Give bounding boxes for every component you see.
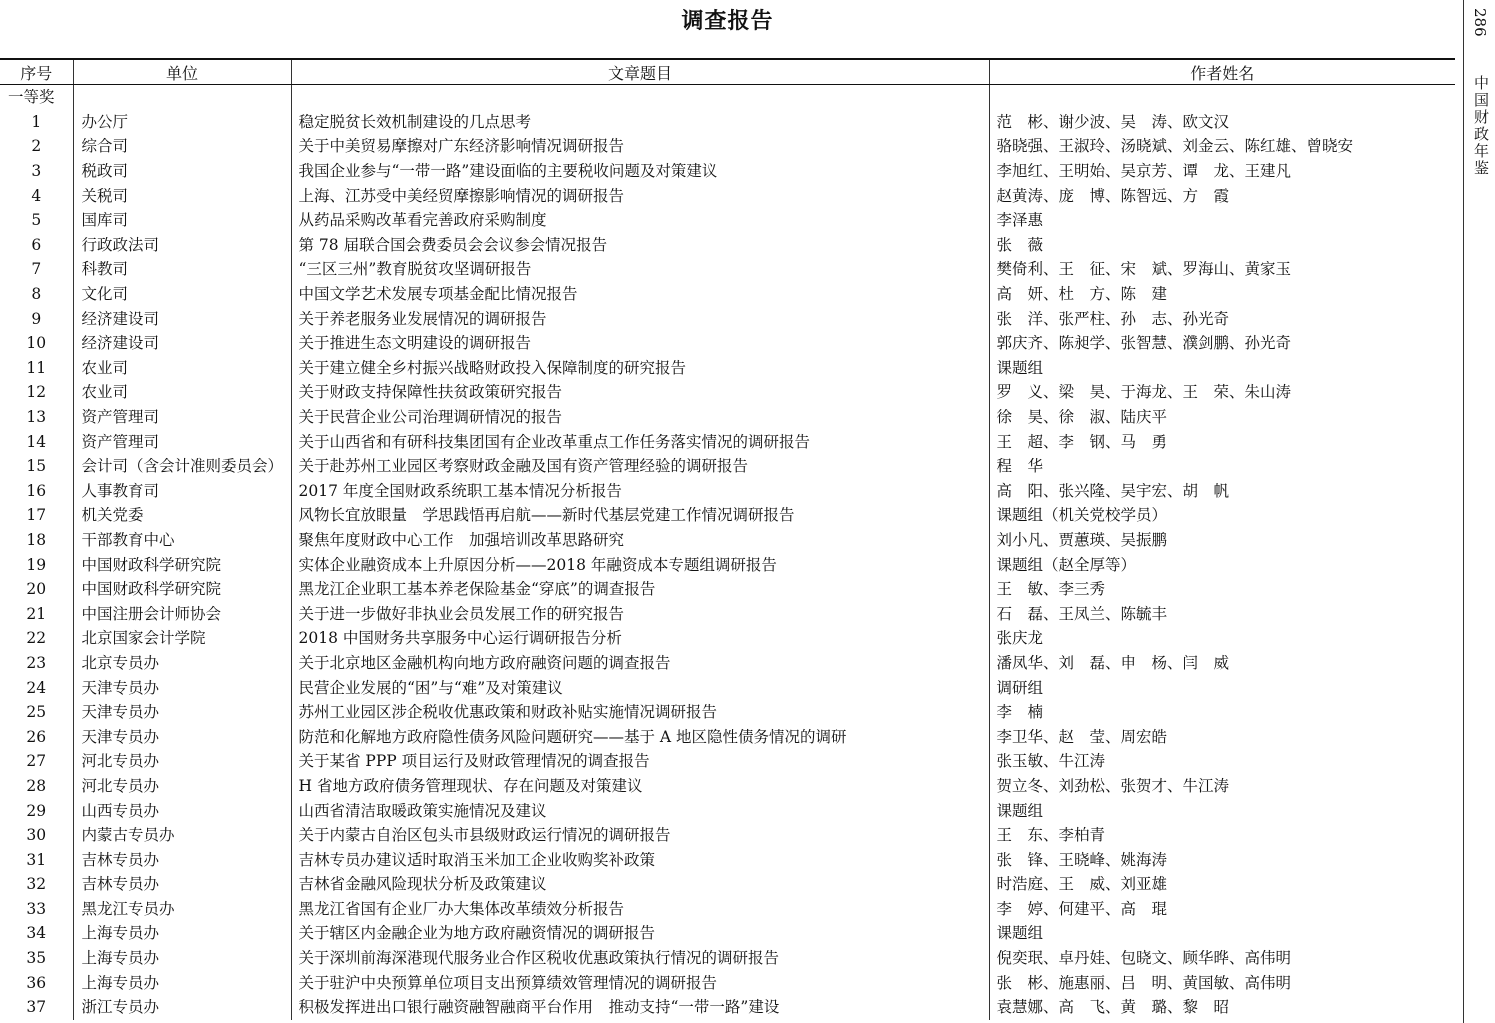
row-unit: 黑龙江专员办 [73, 897, 291, 922]
row-title: 稳定脱贫长效机制建设的几点思考 [291, 110, 989, 135]
row-number: 35 [26, 949, 47, 968]
table-row [0, 405, 1455, 430]
row-number: 20 [26, 580, 47, 599]
row-unit: 农业司 [73, 356, 291, 381]
prize-label: 一等奖 [8, 88, 55, 107]
table-row [0, 380, 1455, 405]
row-authors: 张 彬、施惠丽、吕 明、黄国敏、高伟明 [989, 970, 1455, 995]
row-unit: 山西专员办 [73, 798, 291, 823]
table-row [0, 601, 1455, 626]
row-authors: 课题组 [989, 921, 1455, 946]
row-title: 关于建立健全乡村振兴战略财政投入保障制度的研究报告 [291, 356, 989, 381]
row-title: 民营企业发展的“困”与“难”及对策建议 [291, 675, 989, 700]
row-unit: 北京专员办 [73, 651, 291, 676]
row-unit: 内蒙古专员办 [73, 823, 291, 848]
table-row [0, 331, 1455, 356]
row-number: 23 [26, 653, 47, 672]
table-row [0, 110, 1455, 135]
table-row [0, 528, 1455, 553]
table-row [0, 306, 1455, 331]
row-title: 2018 中国财务共享服务中心运行调研报告分析 [291, 626, 989, 651]
row-unit: 中国财政科学研究院 [73, 552, 291, 577]
row-authors: 李泽惠 [989, 208, 1455, 233]
prize-row [0, 85, 1455, 110]
table-row [0, 823, 1455, 848]
row-title: 关于养老服务业发展情况的调研报告 [291, 306, 989, 331]
row-title: H 省地方政府债务管理现状、存在问题及对策建议 [291, 774, 989, 799]
row-authors: 调研组 [989, 675, 1455, 700]
row-unit: 河北专员办 [73, 749, 291, 774]
row-unit: 国库司 [73, 208, 291, 233]
table-row [0, 897, 1455, 922]
row-number: 4 [31, 186, 42, 205]
row-unit: 会计司（含会计准则委员会） [73, 454, 291, 479]
row-number: 8 [31, 285, 42, 304]
table-row [0, 798, 1455, 823]
table-row [0, 724, 1455, 749]
row-title: 关于辖区内金融企业为地方政府融资情况的调研报告 [291, 921, 989, 946]
row-authors: 倪奕珉、卓丹娃、包晓文、顾华晔、高伟明 [989, 946, 1455, 971]
row-title: 吉林省金融风险现状分析及政策建议 [291, 872, 989, 897]
table-row [0, 749, 1455, 774]
row-number: 21 [26, 604, 47, 623]
row-number: 32 [26, 875, 47, 894]
row-title: 我国企业参与“一带一路”建设面临的主要税收问题及对策建议 [291, 159, 989, 184]
table-row [0, 552, 1455, 577]
table-row [0, 700, 1455, 725]
row-number: 3 [31, 162, 42, 181]
row-number: 2 [31, 137, 42, 156]
row-title: 实体企业融资成本上升原因分析——2018 年融资成本专题组调研报告 [291, 552, 989, 577]
row-number: 15 [26, 457, 47, 476]
table-row [0, 626, 1455, 651]
row-title: 风物长宜放眼量 学思践悟再启航——新时代基层党建工作情况调研报告 [291, 503, 989, 528]
row-unit: 北京国家会计学院 [73, 626, 291, 651]
row-authors: 罗 义、梁 昊、于海龙、王 荣、朱山涛 [989, 380, 1455, 405]
table-row [0, 946, 1455, 971]
row-authors: 刘小凡、贾蕙瑛、吴振鹏 [989, 528, 1455, 553]
row-authors: 高 阳、张兴隆、吴宇宏、胡 帆 [989, 479, 1455, 504]
row-unit: 行政政法司 [73, 233, 291, 258]
row-authors: 王 敏、李三秀 [989, 577, 1455, 602]
row-authors: 樊倚利、王 征、宋 斌、罗海山、黄家玉 [989, 257, 1455, 282]
row-authors: 李 楠 [989, 700, 1455, 725]
journal-name: 中国财政年鉴 [1472, 75, 1490, 177]
row-number: 6 [31, 235, 42, 254]
row-title: 第 78 届联合国会费委员会会议参会情况报告 [291, 233, 989, 258]
table-row [0, 282, 1455, 307]
table-row [0, 183, 1455, 208]
table-row [0, 356, 1455, 381]
header-unit: 单位 [73, 60, 291, 85]
row-unit: 天津专员办 [73, 724, 291, 749]
report-table [0, 60, 1455, 1020]
row-unit: 文化司 [73, 282, 291, 307]
row-unit: 资产管理司 [73, 429, 291, 454]
row-title: 关于民营企业公司治理调研情况的报告 [291, 405, 989, 430]
row-authors: 张 薇 [989, 233, 1455, 258]
row-authors: 程 华 [989, 454, 1455, 479]
row-title: 关于深圳前海深港现代服务业合作区税收优惠政策执行情况的调研报告 [291, 946, 989, 971]
row-number: 30 [26, 826, 47, 845]
table-row [0, 159, 1455, 184]
row-authors: 王 超、李 钢、马 勇 [989, 429, 1455, 454]
table-row [0, 921, 1455, 946]
row-unit: 经济建设司 [73, 331, 291, 356]
table-row [0, 847, 1455, 872]
row-unit: 资产管理司 [73, 405, 291, 430]
row-title: 关于中美贸易摩擦对广东经济影响情况调研报告 [291, 134, 989, 159]
row-title: 中国文学艺术发展专项基金配比情况报告 [291, 282, 989, 307]
running-head [1464, 0, 1495, 1023]
row-number: 10 [26, 334, 47, 353]
row-title: 上海、江苏受中美经贸摩擦影响情况的调研报告 [291, 183, 989, 208]
row-unit: 农业司 [73, 380, 291, 405]
table-row [0, 774, 1455, 799]
row-authors: 张 洋、张严柱、孙 志、孙光奇 [989, 306, 1455, 331]
row-title: 苏州工业园区涉企税收优惠政策和财政补贴实施情况调研报告 [291, 700, 989, 725]
row-authors: 赵黄涛、庞 博、陈智远、方 霞 [989, 183, 1455, 208]
row-number: 28 [26, 776, 47, 795]
header-no: 序号 [0, 60, 73, 85]
table-row [0, 257, 1455, 282]
row-number: 13 [26, 408, 47, 427]
row-unit: 中国财政科学研究院 [73, 577, 291, 602]
row-number: 12 [26, 383, 47, 402]
row-title: 黑龙江企业职工基本养老保险基金“穿底”的调查报告 [291, 577, 989, 602]
row-unit: 天津专员办 [73, 675, 291, 700]
row-unit: 税政司 [73, 159, 291, 184]
row-authors: 张庆龙 [989, 626, 1455, 651]
table-row [0, 134, 1455, 159]
row-number: 26 [26, 727, 47, 746]
row-title: 吉林专员办建议适时取消玉米加工企业收购奖补政策 [291, 847, 989, 872]
row-title: 关于山西省和有研科技集团国有企业改革重点工作任务落实情况的调研报告 [291, 429, 989, 454]
row-authors: 范 彬、谢少波、吴 涛、欧文汉 [989, 110, 1455, 135]
row-title: 山西省清洁取暖政策实施情况及建议 [291, 798, 989, 823]
table-row [0, 651, 1455, 676]
table-row [0, 995, 1455, 1020]
table-header-row [0, 60, 1455, 85]
row-authors: 课题组（机关党校学员） [989, 503, 1455, 528]
table-row [0, 429, 1455, 454]
row-number: 27 [26, 752, 47, 771]
row-number: 11 [26, 358, 47, 377]
row-title: 关于推进生态文明建设的调研报告 [291, 331, 989, 356]
row-authors: 李 婷、何建平、高 琨 [989, 897, 1455, 922]
row-unit: 人事教育司 [73, 479, 291, 504]
row-unit: 河北专员办 [73, 774, 291, 799]
row-unit: 上海专员办 [73, 970, 291, 995]
row-title: 2017 年度全国财政系统职工基本情况分析报告 [291, 479, 989, 504]
table-row [0, 577, 1455, 602]
row-unit: 吉林专员办 [73, 847, 291, 872]
row-title: 积极发挥进出口银行融资融智融商平台作用 推动支持“一带一路”建设 [291, 995, 989, 1020]
row-number: 22 [26, 629, 47, 648]
row-number: 1 [31, 112, 42, 131]
row-unit: 上海专员办 [73, 946, 291, 971]
row-authors: 课题组（赵全厚等） [989, 552, 1455, 577]
row-number: 37 [26, 998, 47, 1017]
row-title: 关于某省 PPP 项目运行及财政管理情况的调查报告 [291, 749, 989, 774]
row-unit: 天津专员办 [73, 700, 291, 725]
header-title: 文章题目 [291, 60, 989, 85]
row-authors: 潘凤华、刘 磊、申 杨、闫 威 [989, 651, 1455, 676]
row-number: 36 [26, 973, 47, 992]
row-title: 关于赴苏州工业园区考察财政金融及国有资产管理经验的调研报告 [291, 454, 989, 479]
row-unit: 办公厅 [73, 110, 291, 135]
table-row [0, 675, 1455, 700]
row-title: 关于驻沪中央预算单位项目支出预算绩效管理情况的调研报告 [291, 970, 989, 995]
row-authors: 张玉敏、牛江涛 [989, 749, 1455, 774]
row-number: 24 [26, 678, 47, 697]
row-number: 17 [26, 506, 47, 525]
row-authors: 郭庆齐、陈昶学、张智慧、濮剑鹏、孙光奇 [989, 331, 1455, 356]
row-authors: 课题组 [989, 798, 1455, 823]
row-unit: 上海专员办 [73, 921, 291, 946]
row-authors: 李卫华、赵 莹、周宏皓 [989, 724, 1455, 749]
row-title: 黑龙江省国有企业厂办大集体改革绩效分析报告 [291, 897, 989, 922]
table-row [0, 970, 1455, 995]
row-unit: 科教司 [73, 257, 291, 282]
row-title: 关于内蒙古自治区包头市县级财政运行情况的调研报告 [291, 823, 989, 848]
table-row [0, 503, 1455, 528]
table-row [0, 233, 1455, 258]
row-unit: 吉林专员办 [73, 872, 291, 897]
row-number: 7 [31, 260, 42, 279]
row-number: 16 [26, 481, 47, 500]
row-number: 25 [26, 703, 47, 722]
table-row [0, 208, 1455, 233]
row-authors: 李旭红、王明始、吴京芳、谭 龙、王建凡 [989, 159, 1455, 184]
row-unit: 经济建设司 [73, 306, 291, 331]
row-authors: 时浩庭、王 威、刘亚雄 [989, 872, 1455, 897]
row-unit: 综合司 [73, 134, 291, 159]
row-number: 9 [31, 309, 42, 328]
row-title: 从药品采购改革看完善政府采购制度 [291, 208, 989, 233]
row-number: 18 [26, 530, 47, 549]
row-authors: 高 妍、杜 方、陈 建 [989, 282, 1455, 307]
row-title: 关于北京地区金融机构向地方政府融资问题的调查报告 [291, 651, 989, 676]
row-number: 29 [26, 801, 47, 820]
row-authors: 课题组 [989, 356, 1455, 381]
table-row [0, 479, 1455, 504]
table-row [0, 454, 1455, 479]
page-title: 调查报告 [681, 9, 774, 34]
header-authors: 作者姓名 [989, 60, 1455, 85]
row-title: “三区三州”教育脱贫攻坚调研报告 [291, 257, 989, 282]
page-number: 286 [1471, 8, 1489, 37]
row-number: 19 [26, 555, 47, 574]
row-authors: 张 锋、王晓峰、姚海涛 [989, 847, 1455, 872]
row-authors: 骆晓强、王淑玲、汤晓斌、刘金云、陈红雄、曾晓安 [989, 134, 1455, 159]
row-unit: 浙江专员办 [73, 995, 291, 1020]
row-unit: 机关党委 [73, 503, 291, 528]
row-title: 防范和化解地方政府隐性债务风险问题研究——基于 A 地区隐性债务情况的调研 [291, 724, 989, 749]
row-title: 关于财政支持保障性扶贫政策研究报告 [291, 380, 989, 405]
row-unit: 关税司 [73, 183, 291, 208]
row-number: 5 [31, 211, 42, 230]
row-number: 33 [26, 899, 47, 918]
row-number: 31 [26, 850, 47, 869]
row-unit: 干部教育中心 [73, 528, 291, 553]
row-authors: 贺立冬、刘劲松、张贺才、牛江涛 [989, 774, 1455, 799]
row-authors: 石 磊、王凤兰、陈毓丰 [989, 601, 1455, 626]
row-title: 聚焦年度财政中心工作 加强培训改革思路研究 [291, 528, 989, 553]
row-authors: 王 东、李柏青 [989, 823, 1455, 848]
row-title: 关于进一步做好非执业会员发展工作的研究报告 [291, 601, 989, 626]
row-authors: 徐 昊、徐 淑、陆庆平 [989, 405, 1455, 430]
table-row [0, 872, 1455, 897]
row-authors: 袁慧娜、高 飞、黄 璐、黎 昭 [989, 995, 1455, 1020]
row-unit: 中国注册会计师协会 [73, 601, 291, 626]
row-number: 34 [26, 924, 47, 943]
row-number: 14 [26, 432, 47, 451]
